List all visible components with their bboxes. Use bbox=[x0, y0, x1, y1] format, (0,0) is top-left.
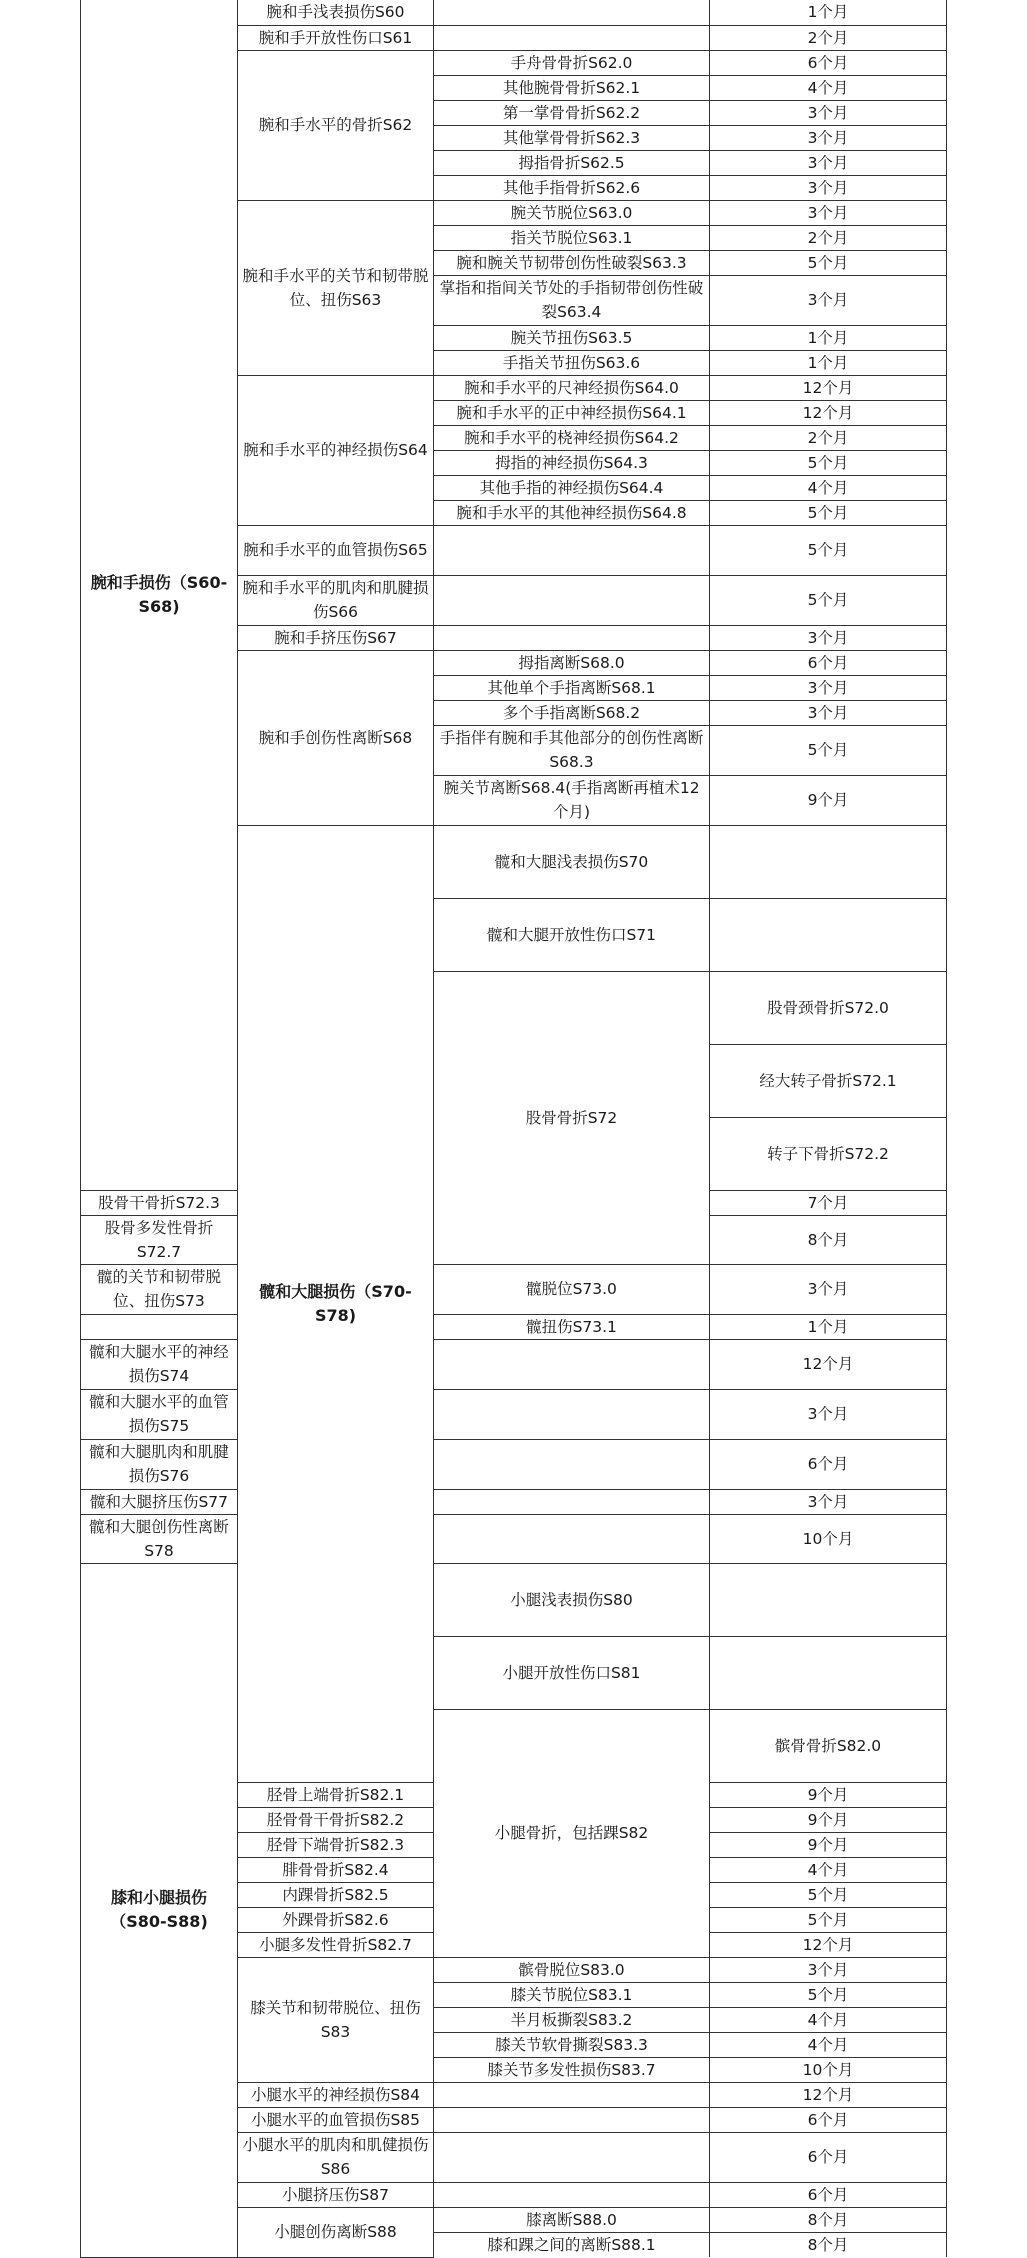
detail-cell: 膝离断S88.0 bbox=[434, 2207, 710, 2232]
detail-cell: 手指伴有腕和手其他部分的创伤性离断S68.3 bbox=[434, 725, 710, 775]
subcategory-cell: 小腿骨折，包括踝S82 bbox=[434, 1709, 710, 1957]
detail-cell: 手指关节扭伤S63.6 bbox=[434, 350, 710, 375]
table-row bbox=[81, 1389, 947, 1439]
subcategory-cell: 腕和手挤压伤S67 bbox=[238, 625, 434, 650]
detail-cell: 腕和手水平的其他神经损伤S64.8 bbox=[434, 500, 710, 525]
detail-cell: 第一掌骨骨折S62.2 bbox=[434, 100, 710, 125]
detail-cell bbox=[710, 1636, 947, 1709]
detail-cell bbox=[434, 1389, 710, 1439]
detail-cell bbox=[434, 1489, 710, 1514]
detail-cell: 腓骨骨折S82.4 bbox=[238, 1857, 434, 1882]
table-row bbox=[81, 1563, 947, 1636]
detail-cell: 胫骨上端骨折S82.1 bbox=[238, 1782, 434, 1807]
duration-cell: 4个月 bbox=[710, 475, 947, 500]
duration-cell: 9个月 bbox=[710, 1807, 947, 1832]
duration-cell: 6个月 bbox=[710, 50, 947, 75]
subcategory-cell: 小腿水平的肌肉和肌健损伤S86 bbox=[238, 2132, 434, 2182]
detail-cell bbox=[434, 1514, 710, 1563]
duration-cell: 9个月 bbox=[710, 1782, 947, 1807]
detail-cell: 拇指的神经损伤S64.3 bbox=[434, 450, 710, 475]
detail-cell: 腕关节脱位S63.0 bbox=[434, 200, 710, 225]
detail-cell: 腕和腕关节韧带创伤性破裂S63.3 bbox=[434, 250, 710, 275]
duration-cell: 12个月 bbox=[710, 1932, 947, 1957]
detail-cell: 膝关节脱位S83.1 bbox=[434, 1982, 710, 2007]
detail-cell bbox=[710, 898, 947, 971]
duration-cell: 3个月 bbox=[710, 700, 947, 725]
subcategory-cell: 腕和手浅表损伤S60 bbox=[238, 0, 434, 25]
detail-cell: 其他掌骨骨折S62.3 bbox=[434, 125, 710, 150]
injury-duration-table bbox=[80, 0, 947, 2258]
duration-cell: 5个月 bbox=[710, 250, 947, 275]
detail-cell bbox=[434, 575, 710, 625]
duration-cell: 8个月 bbox=[710, 2232, 947, 2257]
duration-cell: 5个月 bbox=[710, 575, 947, 625]
subcategory-cell: 腕和手水平的肌肉和肌腱损伤S66 bbox=[238, 575, 434, 625]
duration-cell: 3个月 bbox=[710, 125, 947, 150]
detail-cell: 股骨颈骨折S72.0 bbox=[710, 971, 947, 1044]
category-cell: 髋和大腿损伤（S70-S78) bbox=[238, 825, 434, 1782]
detail-cell: 腕关节扭伤S63.5 bbox=[434, 325, 710, 350]
duration-cell: 4个月 bbox=[710, 2007, 947, 2032]
subcategory-cell: 髋和大腿创伤性离断S78 bbox=[81, 1514, 238, 1563]
duration-cell: 1个月 bbox=[710, 1314, 947, 1339]
duration-cell: 12个月 bbox=[710, 400, 947, 425]
detail-cell: 小腿多发性骨折S82.7 bbox=[238, 1932, 434, 1957]
duration-cell: 3个月 bbox=[710, 150, 947, 175]
duration-cell: 5个月 bbox=[710, 1982, 947, 2007]
subcategory-cell: 髋和大腿浅表损伤S70 bbox=[434, 825, 710, 898]
duration-cell: 8个月 bbox=[710, 2207, 947, 2232]
detail-cell: 其他手指骨折S62.6 bbox=[434, 175, 710, 200]
detail-cell: 膝关节软骨撕裂S83.3 bbox=[434, 2032, 710, 2057]
duration-cell: 1个月 bbox=[710, 325, 947, 350]
detail-cell: 胫骨骨干骨折S82.2 bbox=[238, 1807, 434, 1832]
duration-cell: 6个月 bbox=[710, 2132, 947, 2182]
duration-cell: 3个月 bbox=[710, 1389, 947, 1439]
detail-cell bbox=[434, 2107, 710, 2132]
category-cell: 膝和小腿损伤（S80-S88) bbox=[81, 1563, 238, 2257]
duration-cell: 4个月 bbox=[710, 75, 947, 100]
detail-cell: 腕和手水平的尺神经损伤S64.0 bbox=[434, 375, 710, 400]
detail-cell bbox=[434, 1439, 710, 1489]
duration-cell: 5个月 bbox=[710, 725, 947, 775]
detail-cell: 股骨干骨折S72.3 bbox=[81, 1190, 238, 1215]
subcategory-cell: 腕和手创伤性离断S68 bbox=[238, 650, 434, 825]
detail-cell bbox=[434, 25, 710, 50]
duration-cell: 1个月 bbox=[710, 350, 947, 375]
table-row bbox=[81, 1514, 947, 1563]
detail-cell: 膝和踝之间的离断S88.1 bbox=[434, 2232, 710, 2257]
duration-cell: 3个月 bbox=[710, 1264, 947, 1314]
detail-cell: 其他单个手指离断S68.1 bbox=[434, 675, 710, 700]
subcategory-cell: 腕和手水平的骨折S62 bbox=[238, 50, 434, 200]
duration-cell: 6个月 bbox=[710, 2182, 947, 2207]
subcategory-cell: 髋的关节和韧带脱位、扭伤S73 bbox=[81, 1264, 238, 1314]
detail-cell: 拇指离断S68.0 bbox=[434, 650, 710, 675]
detail-cell bbox=[434, 525, 710, 575]
detail-cell bbox=[434, 0, 710, 25]
table-row bbox=[81, 1439, 947, 1489]
detail-cell: 膝关节多发性损伤S83.7 bbox=[434, 2057, 710, 2082]
duration-cell: 2个月 bbox=[710, 25, 947, 50]
detail-cell bbox=[710, 825, 947, 898]
detail-cell: 拇指骨折S62.5 bbox=[434, 150, 710, 175]
detail-cell: 腕关节离断S68.4(手指离断再植术12个月) bbox=[434, 775, 710, 825]
detail-cell: 内踝骨折S82.5 bbox=[238, 1882, 434, 1907]
table-row bbox=[81, 1489, 947, 1514]
table-row bbox=[81, 1339, 947, 1389]
detail-cell: 股骨多发性骨折S72.7 bbox=[81, 1215, 238, 1264]
duration-cell: 3个月 bbox=[710, 275, 947, 325]
duration-cell: 1个月 bbox=[710, 0, 947, 25]
subcategory-cell: 小腿水平的神经损伤S84 bbox=[238, 2082, 434, 2107]
duration-cell: 8个月 bbox=[710, 1215, 947, 1264]
table-row bbox=[81, 0, 947, 25]
detail-cell: 转子下骨折S72.2 bbox=[710, 1117, 947, 1190]
subcategory-cell: 小腿浅表损伤S80 bbox=[434, 1563, 710, 1636]
duration-cell: 6个月 bbox=[710, 1439, 947, 1489]
duration-cell: 9个月 bbox=[710, 1832, 947, 1857]
duration-cell: 6个月 bbox=[710, 650, 947, 675]
duration-cell: 2个月 bbox=[710, 225, 947, 250]
duration-cell: 3个月 bbox=[710, 675, 947, 700]
duration-cell: 3个月 bbox=[710, 625, 947, 650]
category-cell: 腕和手损伤（S60-S68) bbox=[81, 0, 238, 1190]
duration-cell: 12个月 bbox=[710, 1339, 947, 1389]
subcategory-cell: 小腿创伤离断S88 bbox=[238, 2207, 434, 2257]
duration-cell: 10个月 bbox=[710, 1514, 947, 1563]
subcategory-cell: 小腿水平的血管损伤S85 bbox=[238, 2107, 434, 2132]
subcategory-cell: 小腿开放性伤口S81 bbox=[434, 1636, 710, 1709]
detail-cell: 手舟骨骨折S62.0 bbox=[434, 50, 710, 75]
detail-cell bbox=[434, 2082, 710, 2107]
subcategory-cell: 腕和手水平的关节和韧带脱位、扭伤S63 bbox=[238, 200, 434, 375]
duration-cell: 7个月 bbox=[710, 1190, 947, 1215]
duration-cell: 5个月 bbox=[710, 1882, 947, 1907]
detail-cell bbox=[434, 625, 710, 650]
detail-cell: 其他手指的神经损伤S64.4 bbox=[434, 475, 710, 500]
duration-cell: 4个月 bbox=[710, 2032, 947, 2057]
subcategory-cell: 髋和大腿水平的神经损伤S74 bbox=[81, 1339, 238, 1389]
subcategory-cell bbox=[81, 1314, 238, 1339]
duration-cell: 9个月 bbox=[710, 775, 947, 825]
subcategory-cell: 腕和手水平的血管损伤S65 bbox=[238, 525, 434, 575]
table-body bbox=[81, 0, 947, 2257]
detail-cell: 半月板撕裂S83.2 bbox=[434, 2007, 710, 2032]
duration-cell: 5个月 bbox=[710, 450, 947, 475]
detail-cell: 髋扭伤S73.1 bbox=[434, 1314, 710, 1339]
duration-cell: 3个月 bbox=[710, 100, 947, 125]
duration-cell: 4个月 bbox=[710, 1857, 947, 1882]
duration-cell: 5个月 bbox=[710, 500, 947, 525]
subcategory-cell: 股骨骨折S72 bbox=[434, 971, 710, 1264]
detail-cell bbox=[710, 1563, 947, 1636]
duration-cell: 3个月 bbox=[710, 1489, 947, 1514]
duration-cell: 3个月 bbox=[710, 200, 947, 225]
subcategory-cell: 腕和手水平的神经损伤S64 bbox=[238, 375, 434, 525]
detail-cell: 外踝骨折S82.6 bbox=[238, 1907, 434, 1932]
table-row bbox=[81, 1264, 947, 1314]
duration-cell: 5个月 bbox=[710, 1907, 947, 1932]
duration-cell: 12个月 bbox=[710, 2082, 947, 2107]
detail-cell: 掌指和指间关节处的手指韧带创伤性破裂S63.4 bbox=[434, 275, 710, 325]
duration-cell: 3个月 bbox=[710, 175, 947, 200]
detail-cell: 腕和手水平的桡神经损伤S64.2 bbox=[434, 425, 710, 450]
detail-cell: 髌骨脱位S83.0 bbox=[434, 1957, 710, 1982]
subcategory-cell: 腕和手开放性伤口S61 bbox=[238, 25, 434, 50]
detail-cell bbox=[434, 2182, 710, 2207]
duration-cell: 10个月 bbox=[710, 2057, 947, 2082]
detail-cell bbox=[434, 2132, 710, 2182]
subcategory-cell: 小腿挤压伤S87 bbox=[238, 2182, 434, 2207]
detail-cell: 其他腕骨骨折S62.1 bbox=[434, 75, 710, 100]
detail-cell bbox=[434, 1339, 710, 1389]
duration-cell: 12个月 bbox=[710, 375, 947, 400]
duration-cell: 3个月 bbox=[710, 1957, 947, 1982]
subcategory-cell: 髋和大腿水平的血管损伤S75 bbox=[81, 1389, 238, 1439]
table-row bbox=[81, 1314, 947, 1339]
subcategory-cell: 髋和大腿挤压伤S77 bbox=[81, 1489, 238, 1514]
subcategory-cell: 膝关节和韧带脱位、扭伤S83 bbox=[238, 1957, 434, 2082]
detail-cell: 多个手指离断S68.2 bbox=[434, 700, 710, 725]
detail-cell: 髋脱位S73.0 bbox=[434, 1264, 710, 1314]
detail-cell: 腕和手水平的正中神经损伤S64.1 bbox=[434, 400, 710, 425]
subcategory-cell: 髋和大腿肌肉和肌腱损伤S76 bbox=[81, 1439, 238, 1489]
detail-cell: 髌骨骨折S82.0 bbox=[710, 1709, 947, 1782]
detail-cell: 胫骨下端骨折S82.3 bbox=[238, 1832, 434, 1857]
duration-cell: 2个月 bbox=[710, 425, 947, 450]
detail-cell: 经大转子骨折S72.1 bbox=[710, 1044, 947, 1117]
subcategory-cell: 髋和大腿开放性伤口S71 bbox=[434, 898, 710, 971]
detail-cell: 指关节脱位S63.1 bbox=[434, 225, 710, 250]
duration-cell: 5个月 bbox=[710, 525, 947, 575]
duration-cell: 6个月 bbox=[710, 2107, 947, 2132]
